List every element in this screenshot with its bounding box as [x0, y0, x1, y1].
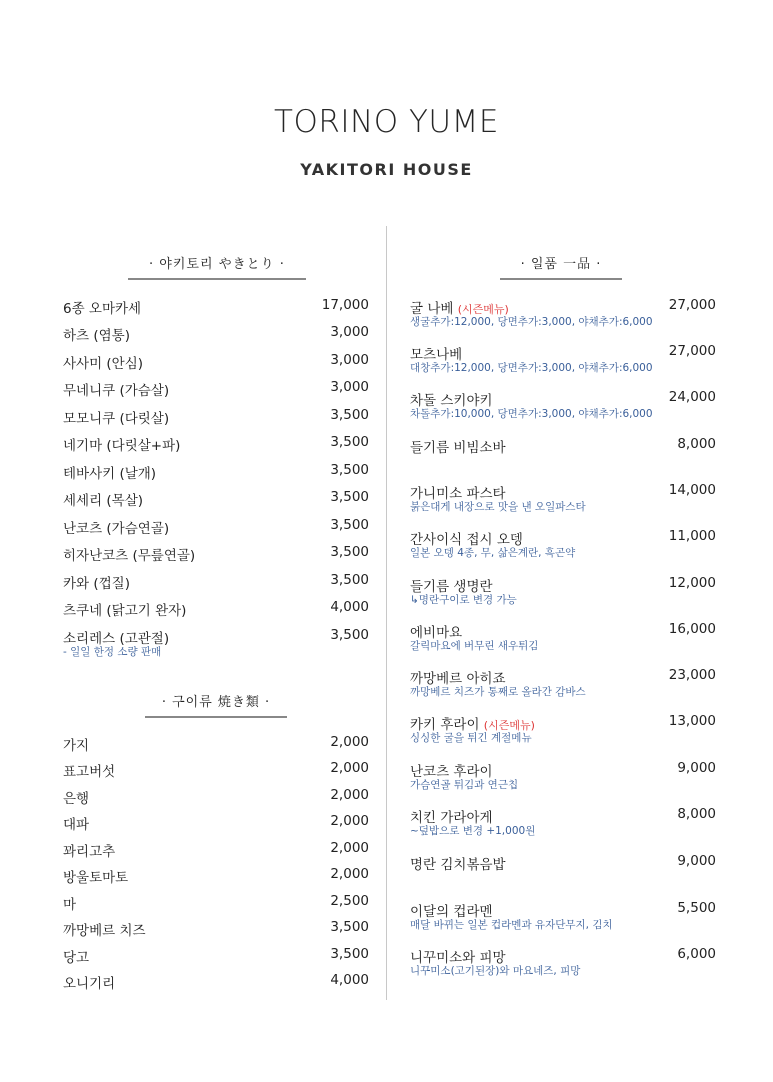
item-price: 16,000	[668, 621, 716, 637]
item-name: 네기마 (다릿살+파)	[63, 438, 181, 454]
item-price: 4,000	[330, 972, 369, 988]
item-price: 11,000	[668, 528, 716, 544]
item-price: 2,000	[330, 840, 369, 856]
item-price: 3,000	[330, 324, 369, 340]
item-price: 2,500	[330, 893, 369, 909]
season-tag: (시즌메뉴)	[483, 719, 535, 732]
item-price: 9,000	[677, 760, 716, 776]
item-price: 24,000	[668, 389, 716, 405]
item-note: 매달 바뀌는 일본 컵라멘과 유자단무지, 김치	[410, 919, 613, 931]
item-name: 카와 (껍질)	[63, 576, 130, 592]
item-note: 차돌추가:10,000, 당면추가:3,000, 야채추가:6,000	[410, 408, 653, 420]
item-name: 들기름 비빔소바	[410, 440, 506, 456]
item-name: 표고버섯	[63, 764, 116, 780]
item-price: 3,500	[330, 544, 369, 560]
item-note: 생굴추가:12,000, 당면추가:3,000, 야채추가:6,000	[410, 316, 653, 328]
item-price: 3,500	[330, 489, 369, 505]
item-price: 14,000	[668, 482, 716, 498]
item-name-text: 굴 나베	[410, 301, 454, 317]
item-note: 까망베르 치즈가 통째로 올라간 감바스	[410, 686, 586, 698]
item-name: 당고	[63, 950, 90, 966]
item-name: 에비마요	[410, 625, 463, 641]
item-name: 테바사키 (날개)	[63, 466, 157, 482]
season-tag: (시즌메뉴)	[457, 303, 509, 316]
item-name: 츠쿠네 (닭고기 완자)	[63, 603, 187, 619]
item-name: 히자난코츠 (무릎연골)	[63, 548, 196, 564]
item-price: 2,000	[330, 866, 369, 882]
item-price: 3,500	[330, 919, 369, 935]
section-heading-text: · 일품 一品 ·	[520, 257, 602, 272]
item-name-text: 카키 후라이	[410, 717, 480, 733]
item-price: 6,000	[677, 946, 716, 962]
item-note: 붉은대게 내장으로 맛을 낸 오일파스타	[410, 501, 586, 513]
item-name: 대파	[63, 817, 90, 833]
item-name: 모모니쿠 (다릿살)	[63, 411, 170, 427]
restaurant-subtitle: YAKITORI HOUSE	[300, 160, 473, 179]
item-price: 13,000	[668, 713, 716, 729]
item-note: 싱싱한 굴을 튀긴 계절메뉴	[410, 732, 532, 744]
item-note: 니꾸미소(고기된장)와 마요네즈, 피망	[410, 965, 581, 977]
item-price: 27,000	[668, 343, 716, 359]
item-name: 하츠 (염통)	[63, 328, 130, 344]
item-price: 8,000	[677, 806, 716, 822]
item-note: - 일일 한정 소량 판매	[63, 646, 162, 658]
item-price: 17,000	[321, 297, 369, 313]
item-note: 갈릭마요에 버무린 새우튀김	[410, 640, 539, 652]
item-price: 8,000	[677, 436, 716, 452]
item-name: 니꾸미소와 피망	[410, 950, 506, 966]
section-heading-text: · 구이류 焼き類 ·	[161, 695, 271, 710]
item-name: 소리레스 (고관절)	[63, 631, 170, 647]
item-price: 5,500	[677, 900, 716, 916]
item-name: 난코츠 (가슴연골)	[63, 521, 170, 537]
section-heading-text: · 야키토리 やきとり ·	[149, 257, 285, 272]
item-price: 12,000	[668, 575, 716, 591]
item-price: 3,500	[330, 517, 369, 533]
item-name: 차돌 스키야키	[410, 393, 493, 409]
item-name: 오니기리	[63, 976, 116, 992]
item-name: 방울토마토	[63, 870, 129, 886]
item-name: 이달의 컵라멘	[410, 904, 493, 920]
restaurant-title: TORINO YUME	[274, 104, 499, 140]
section-rule	[500, 278, 622, 280]
item-name: 까망베르 치즈	[63, 923, 146, 939]
item-note: 가슴연골 튀김과 연근칩	[410, 779, 519, 791]
item-price: 3,500	[330, 627, 369, 643]
item-name: 명란 김치볶음밥	[410, 857, 506, 873]
item-price: 2,000	[330, 787, 369, 803]
item-name: 가지	[63, 738, 90, 754]
item-price: 2,000	[330, 760, 369, 776]
item-price: 3,500	[330, 462, 369, 478]
item-price: 3,500	[330, 572, 369, 588]
item-price: 2,000	[330, 734, 369, 750]
item-price: 3,000	[330, 379, 369, 395]
item-note: ↳명란구이로 변경 가능	[410, 594, 517, 606]
item-name: 사사미 (안심)	[63, 356, 144, 372]
item-price: 3,500	[330, 946, 369, 962]
item-name: 난코츠 후라이	[410, 764, 493, 780]
item-name: 꽈리고추	[63, 844, 116, 860]
item-name: 6종 오마카세	[63, 301, 142, 317]
item-note: ~덮밥으로 변경 +1,000원	[410, 825, 536, 837]
column-divider	[386, 226, 387, 1000]
item-price: 3,500	[330, 407, 369, 423]
item-price: 2,000	[330, 813, 369, 829]
item-name: 까망베르 아히죠	[410, 671, 506, 687]
item-name: 모츠나베	[410, 347, 463, 363]
item-price: 9,000	[677, 853, 716, 869]
item-name: 마	[63, 897, 77, 913]
item-price: 4,000	[330, 599, 369, 615]
item-price: 23,000	[668, 667, 716, 683]
item-name: 치킨 가라아게	[410, 810, 493, 826]
section-heading-ippin	[500, 253, 622, 272]
section-rule	[145, 716, 287, 718]
section-rule	[128, 278, 306, 280]
section-heading-grill	[145, 691, 287, 710]
item-price: 27,000	[668, 297, 716, 313]
item-name: 무네니쿠 (가슴살)	[63, 383, 170, 399]
item-price: 3,000	[330, 352, 369, 368]
section-heading-yakitori	[128, 253, 306, 272]
item-price: 3,500	[330, 434, 369, 450]
item-note: 일본 오뎅 4종, 무, 삶은계란, 흑곤약	[410, 547, 576, 559]
item-name: 간사이식 접시 오뎅	[410, 532, 523, 548]
item-note: 대창추가:12,000, 당면추가:3,000, 야채추가:6,000	[410, 362, 653, 374]
item-name: 은행	[63, 791, 90, 807]
item-name: 세세리 (목살)	[63, 493, 144, 509]
item-name: 들기름 생명란	[410, 579, 493, 595]
item-name: 가니미소 파스타	[410, 486, 506, 502]
